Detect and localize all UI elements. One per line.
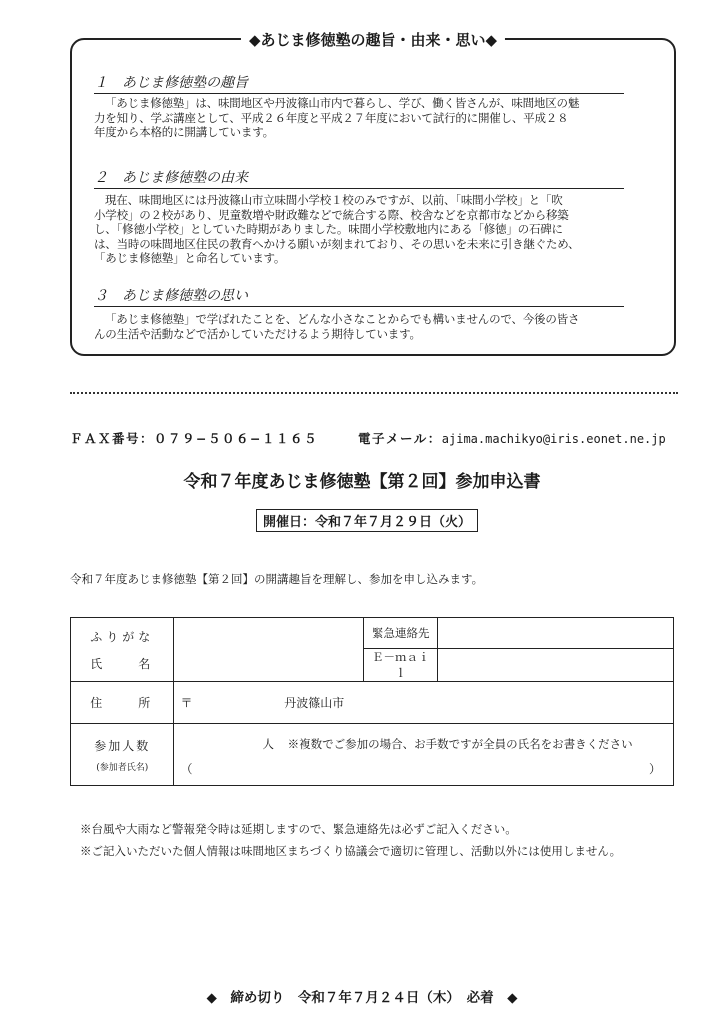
text-line: 力を知り、学ぶ講座として、平成２６年度と平成２７年度において試行的に開催し、平成２８ xyxy=(94,110,569,125)
participant-names-label: (参加者氏名) xyxy=(96,762,149,773)
intro-box xyxy=(70,31,676,356)
paren-open: （ xyxy=(180,761,193,776)
text-line: 「あじま修徳塾」は、味間地区や丹波篠山市内で暮らし、学び、働く皆さんが、味間地区の魅 xyxy=(105,96,580,110)
form-title: 令和７年度あじま修徳塾【第２回】参加申込書 xyxy=(183,472,541,492)
multiple-participant-note: ※複数でご参加の場合、お手数ですが全員の氏名をお書きください xyxy=(287,736,633,751)
participant-count-input-cell[interactable] xyxy=(174,724,674,786)
name-label-cell xyxy=(71,618,174,682)
text-line: 「あじま修徳塾」で学ばれたことを、どんな小さなことからでも構いませんので、今後の皆さ xyxy=(105,312,580,326)
emergency-contact-label: 緊急連絡先 xyxy=(364,618,438,649)
text-line: し、「修徳小学校」としていた時期がありました。味間小学校敷地内にある「修徳」の石碑に xyxy=(94,222,563,236)
fax-number: ０７９−５０６−１１６５ xyxy=(154,431,318,446)
count-unit: 人 xyxy=(262,736,274,751)
deadline-notice: ◆ 締め切り 令和７年７月２４日（木） 必着 ◆ xyxy=(206,990,518,1006)
email-address[interactable]: ajima.machikyo@iris.eonet.ne.jp xyxy=(441,432,666,446)
participant-count-label: 参加人数 xyxy=(94,738,151,753)
participant-count-label-cell xyxy=(71,724,174,786)
address-prefill-city: 丹波篠山市 xyxy=(284,696,345,710)
furigana-label: ふりがな xyxy=(90,629,155,644)
paren-close: ） xyxy=(648,761,661,776)
address-input-cell[interactable] xyxy=(174,682,674,724)
text-line: 年度から本格的に開講しています。 xyxy=(94,125,274,139)
email-info xyxy=(358,429,666,447)
email-field-label: Ｅ－ｍａｉｌ xyxy=(364,649,438,682)
address-label: 住 所 xyxy=(71,682,174,724)
fax-label: ＦＡＸ番号： xyxy=(70,431,155,446)
email-label: 電子メール： xyxy=(358,431,442,446)
application-statement: 令和７年度あじま修徳塾【第２回】の開講趣旨を理解し、参加を申し込みます。 xyxy=(70,572,484,586)
text-line: 現在、味間地区には丹波篠山市立味間小学校１校のみですが、以前、「味間小学校」と「吹 xyxy=(105,193,563,207)
section-heading-purpose: １ あじま修徳塾の趣旨 xyxy=(94,72,624,94)
emergency-contact-input[interactable] xyxy=(438,618,674,649)
postal-mark: 〒 xyxy=(180,696,193,710)
section-body-purpose xyxy=(94,96,652,140)
section-heading-wish: ３ あじま修徳塾の思い xyxy=(94,285,624,307)
text-line: 「あじま修徳塾」と命名しています。 xyxy=(94,251,286,265)
event-date: 開催日：令和７年７月２９日（火） xyxy=(256,509,478,532)
text-line: んの生活や活動などで活かしていただけるよう期待しています。 xyxy=(94,326,421,341)
text-line: 小学校」の２校があり、児童数増や財政難などで統合する際、校舎などを京都市などから移築 xyxy=(94,207,569,222)
section-heading-origin: ２ あじま修徳塾の由来 xyxy=(94,167,624,189)
email-field-input[interactable] xyxy=(438,649,674,682)
notes xyxy=(80,818,621,862)
fax-info xyxy=(70,429,318,447)
section-body-origin xyxy=(94,193,652,266)
note-privacy: ※ご記入いただいた個人情報は味間地区まちづくり協議会で適切に管理し、活動以外には使用しません。 xyxy=(80,844,622,858)
cut-line-divider xyxy=(70,392,678,394)
name-label: 氏 名 xyxy=(90,656,155,671)
application-form-table xyxy=(70,617,674,786)
note-weather-postponement: ※台風や大雨など警報発令時は延期しますので、緊急連絡先は必ずご記入ください。 xyxy=(80,822,517,836)
intro-title: ◆あじま修徳塾の趣旨・由来・思い◆ xyxy=(241,29,505,50)
text-line: は、当時の味間地区住民の教育へかける願いが刻まれており、その思いを未来に引き継ぐため、 xyxy=(94,236,580,251)
section-body-wish xyxy=(94,312,652,341)
name-input-cell[interactable] xyxy=(174,618,364,682)
